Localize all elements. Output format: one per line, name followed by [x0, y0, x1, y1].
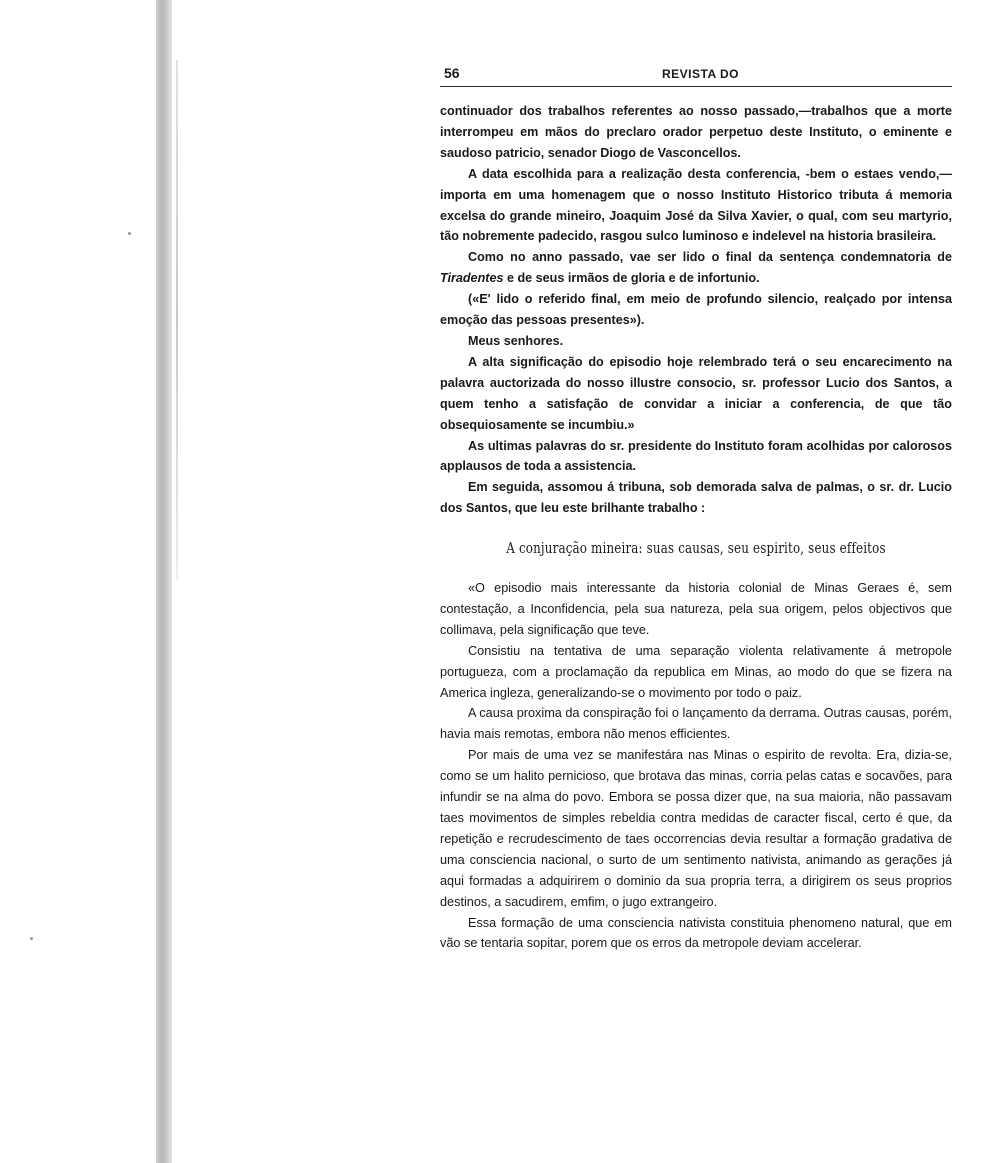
paragraph: Como no anno passado, vae ser lido o final da sentença condemnatoria de Tiradentes e de seus irmãos de gloria e de infortunio.	[440, 250, 952, 286]
paragraph: As ultimas palavras do sr. presidente do Instituto foram acolhidas por calorosos applausos de toda a assistencia.	[440, 438, 952, 474]
paragraph: continuador dos trabalhos referentes ao nosso passado,—trabalhos que a morte interrompeu em mãos do preclaro orador perpetuo deste Instituto, o eminente e saudoso patricio, senador Diogo de Vasconcellos.	[440, 104, 952, 160]
body-text	[440, 101, 952, 954]
paragraph: Essa formação de uma consciencia nativista constituia phenomeno natural, que em vão se tentaria sopitar, porem que os erros da metropole deviam accelerar.	[440, 915, 952, 951]
lecture-text	[440, 578, 952, 954]
scan-speck	[128, 232, 131, 235]
section-title: A conjuração mineira: suas causas, seu espirito, seus effeitos	[506, 541, 886, 558]
page-number: 56	[444, 65, 460, 81]
paragraph: A data escolhida para a realização desta conferencia, -bem o estaes vendo,—importa em uma homenagem que o nosso Instituto Historico tributa á memoria excelsa do grande mineiro, Joaquim José da Silva Xavier, o qual, com seu martyrio, tão nobremente padecido, rasgou sulco luminoso e indelevel na historia brasileira.	[440, 166, 952, 244]
journal-page	[440, 60, 952, 954]
running-title: REVISTA DO	[662, 67, 740, 81]
binding-gutter	[156, 0, 172, 1163]
paragraph: Por mais de uma vez se manifestára nas Minas o espirito de revolta. Era, dizia-se, como se um halito pernicioso, que brotava das minas, corria pelas catas e socavões, para infundir se na alma do povo. Embora se possa dizer que, na sua maioria, não passavam taes movimentos de simples rebeldia contra medidas de caracter fiscal, certo é que, da repetição e recrudescimento de taes occorrencias devia resultar a formação gradativa de uma consciencia nacional, o surto de um sentimento nativista, animando as gerações já aqui formadas a adquirirem o dominio da sua propria terra, a dirigirem os seus proprios destinos, a sacudirem, emfim, o jugo extrangeiro.	[440, 748, 952, 909]
italic-name: Tiradentes	[440, 271, 504, 286]
paragraph: Meus senhores.	[468, 333, 564, 348]
paragraph: «O episodio mais interessante da historia colonial de Minas Geraes é, sem contestação, a Inconfidencia, pela sua natureza, pela sua origem, pelos objectivos que collimava, pela significação que teve.	[440, 581, 952, 637]
paragraph: A causa proxima da conspiração foi o lançamento da derrama. Outras causas, porém, havia mais remotas, embora não menos efficientes.	[440, 706, 952, 742]
paragraph: Consistiu na tentativa de uma separação violenta relativamente á metropole portugueza, com a proclamação da republica em Minas, ao modo do que se fizera na America ingleza, generalizando-se o movimento por todo o paiz.	[440, 643, 952, 700]
page-edge-line	[176, 60, 178, 580]
paragraph: («E' lido o referido final, em meio de profundo silencio, realçado por intensa emoção das pessoas presentes»).	[440, 292, 952, 328]
scan-speck	[30, 937, 33, 940]
paragraph: Em seguida, assomou á tribuna, sob demorada salva de palmas, o sr. dr. Lucio dos Santos, que leu este brilhante trabalho :	[440, 480, 952, 516]
paragraph: A alta significação do episodio hoje relembrado terá o seu encarecimento na palavra auctorizada do nosso illustre consocio, sr. professor Lucio dos Santos, a quem tenho a satisfação de convidar a iniciar a conferencia, de que tão obsequiosamente se incumbiu.»	[440, 354, 952, 432]
scan-binding-edge	[0, 0, 180, 1163]
running-head	[440, 60, 952, 87]
